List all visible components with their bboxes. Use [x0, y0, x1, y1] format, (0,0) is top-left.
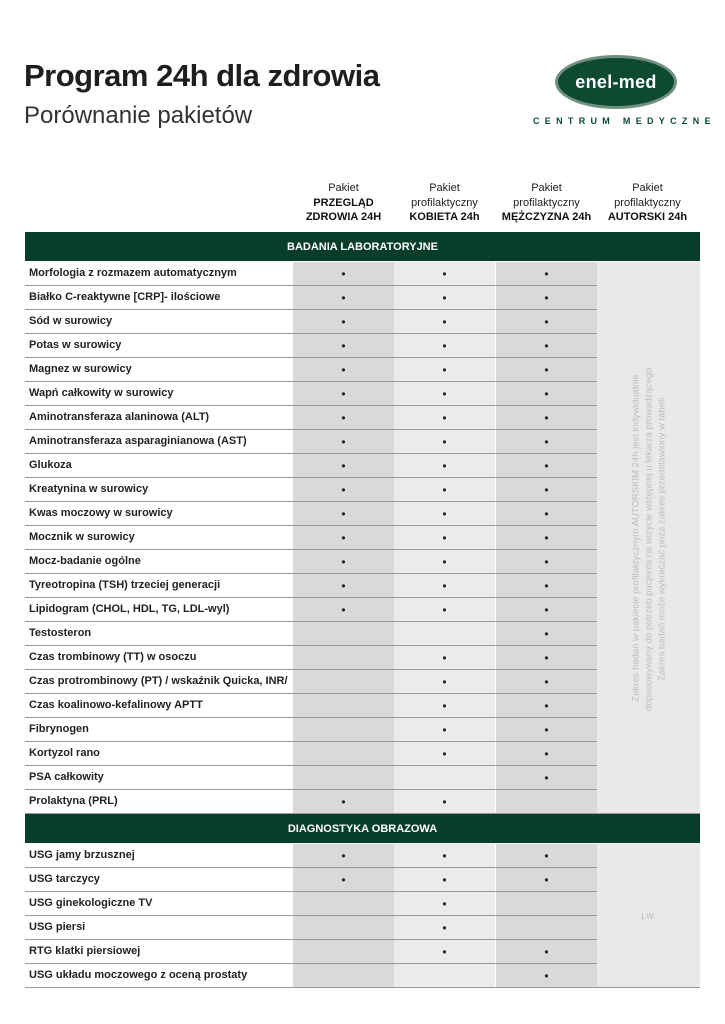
row-label: Aminotransferaza alaninowa (ALT) [29, 411, 210, 423]
empty-cell [293, 964, 394, 987]
column-header-line: KOBIETA 24h [409, 211, 480, 223]
column-header-line: MĘŻCZYZNA 24h [501, 211, 592, 223]
row-label: Mocz-badanie ogólne [29, 555, 141, 567]
included-bullet: • [496, 550, 597, 573]
logo-tagline: CENTRUM MEDYCZNE [533, 116, 716, 126]
row-label: Lipidogram (CHOL, HDL, TG, LDL-wyl) [29, 603, 230, 615]
included-bullet: • [496, 358, 597, 381]
section-header: BADANIA LABORATORYJNE [25, 232, 700, 261]
row-label: USG jamy brzusznej [29, 849, 135, 861]
included-bullet: • [394, 382, 495, 405]
included-bullet: • [496, 382, 597, 405]
enel-med-logo [555, 55, 677, 109]
included-bullet: • [394, 598, 495, 621]
included-bullet: • [293, 454, 394, 477]
row-label: Czas koalinowo-kefalinowy APTT [29, 699, 203, 711]
autorski-column-block [597, 262, 700, 813]
included-bullet: • [293, 502, 394, 525]
empty-cell [394, 622, 495, 645]
included-bullet: • [496, 622, 597, 645]
empty-cell [496, 790, 597, 813]
column-header-line: Pakiet [328, 182, 359, 194]
included-bullet: • [293, 430, 394, 453]
autorski-note: j.w. [641, 910, 656, 921]
row-label: Wapń całkowity w surowicy [29, 387, 174, 399]
row-label: Białko C-reaktywne [CRP]- ilościowe [29, 291, 221, 303]
included-bullet: • [394, 892, 495, 915]
included-bullet: • [394, 670, 495, 693]
empty-cell [293, 694, 394, 717]
empty-cell [293, 646, 394, 669]
included-bullet: • [394, 550, 495, 573]
empty-cell [394, 964, 495, 987]
row-label: Mocznik w surowicy [29, 531, 135, 543]
included-bullet: • [496, 868, 597, 891]
included-bullet: • [293, 526, 394, 549]
row-label: Magnez w surowicy [29, 363, 132, 375]
included-bullet: • [293, 286, 394, 309]
included-bullet: • [293, 310, 394, 333]
included-bullet: • [293, 574, 394, 597]
included-bullet: • [293, 406, 394, 429]
included-bullet: • [394, 310, 495, 333]
included-bullet: • [394, 502, 495, 525]
section-header: DIAGNOSTYKA OBRAZOWA [25, 814, 700, 843]
row-label: Aminotransferaza asparaginianowa (AST) [29, 435, 247, 447]
empty-cell [293, 670, 394, 693]
row-label: Kortyzol rano [29, 747, 100, 759]
row-label: USG ginekologiczne TV [29, 897, 153, 909]
empty-cell [293, 718, 394, 741]
included-bullet: • [394, 940, 495, 963]
included-bullet: • [496, 598, 597, 621]
empty-cell [293, 892, 394, 915]
row-label: RTG klatki piersiowej [29, 945, 141, 957]
column-header-3 [496, 181, 597, 225]
empty-cell [293, 742, 394, 765]
row-label: Czas protrombinowy (PT) / wskaźnik Quicka, INR/ [29, 675, 288, 687]
empty-cell [293, 766, 394, 789]
column-header-line: PRZEGLĄD [313, 196, 374, 209]
included-bullet: • [293, 550, 394, 573]
column-header-4 [597, 181, 698, 225]
row-label: USG piersi [29, 921, 86, 933]
included-bullet: • [394, 430, 495, 453]
row-label: Prolaktyna (PRL) [29, 795, 118, 807]
column-header-line: Pakiet [429, 182, 460, 194]
included-bullet: • [293, 598, 394, 621]
column-header-line: AUTORSKI 24h [607, 211, 688, 223]
included-bullet: • [293, 262, 394, 285]
included-bullet: • [394, 526, 495, 549]
included-bullet: • [394, 742, 495, 765]
included-bullet: • [496, 766, 597, 789]
included-bullet: • [496, 526, 597, 549]
column-header-line: profilaktyczny [614, 196, 681, 209]
empty-cell [496, 892, 597, 915]
column-header-line: Pakiet [531, 182, 562, 194]
empty-cell [293, 622, 394, 645]
included-bullet: • [496, 646, 597, 669]
included-bullet: • [293, 358, 394, 381]
included-bullet: • [496, 478, 597, 501]
row-label: USG tarczycy [29, 873, 100, 885]
page-title: Program 24h dla zdrowia [24, 58, 380, 93]
included-bullet: • [496, 742, 597, 765]
empty-cell [394, 766, 495, 789]
included-bullet: • [293, 382, 394, 405]
included-bullet: • [293, 790, 394, 813]
included-bullet: • [394, 406, 495, 429]
column-header-2 [394, 181, 495, 225]
included-bullet: • [496, 406, 597, 429]
column-header-line: profilaktyczny [513, 196, 580, 209]
included-bullet: • [293, 478, 394, 501]
included-bullet: • [394, 916, 495, 939]
included-bullet: • [496, 310, 597, 333]
included-bullet: • [394, 262, 495, 285]
row-label: Glukoza [29, 459, 72, 471]
column-header-1 [293, 181, 394, 225]
included-bullet: • [394, 286, 495, 309]
page-subtitle: Porównanie pakietów [24, 102, 253, 129]
row-label: Fibrynogen [29, 723, 89, 735]
included-bullet: • [293, 334, 394, 357]
row-label: Czas trombinowy (TT) w osoczu [29, 651, 197, 663]
empty-cell [293, 916, 394, 939]
included-bullet: • [394, 790, 495, 813]
included-bullet: • [394, 358, 495, 381]
included-bullet: • [496, 502, 597, 525]
autorski-column-block [597, 844, 700, 987]
included-bullet: • [496, 718, 597, 741]
row-label: Kreatynina w surowicy [29, 483, 149, 495]
included-bullet: • [496, 940, 597, 963]
autorski-note: Zakres badań w pakiecie profilaktycznym AUTORSKIM 24h jest indywidualnie dopasowywany do potrzeb pacjenta na wizycie wstępnej u lekarza prowadzącego. Zakres badań może wykraczać poza zakres przedstawiony w tabeli. [630, 364, 667, 711]
row-label: Kwas moczowy w surowicy [29, 507, 173, 519]
logo-text: enel-med [575, 71, 657, 92]
included-bullet: • [394, 454, 495, 477]
included-bullet: • [394, 646, 495, 669]
row-label: USG układu moczowego z oceną prostaty [29, 969, 248, 981]
empty-cell [496, 916, 597, 939]
included-bullet: • [293, 868, 394, 891]
row-label: Testosteron [29, 627, 92, 639]
included-bullet: • [394, 718, 495, 741]
column-header-line: ZDROWIA 24H [305, 211, 382, 223]
included-bullet: • [496, 286, 597, 309]
empty-cell [293, 940, 394, 963]
included-bullet: • [394, 334, 495, 357]
row-label: Morfologia z rozmazem automatycznym [29, 267, 237, 279]
row-label: Potas w surowicy [29, 339, 122, 351]
row-label: PSA całkowity [29, 771, 104, 783]
included-bullet: • [394, 868, 495, 891]
row-label: Tyreotropina (TSH) trzeciej generacji [29, 579, 221, 591]
included-bullet: • [496, 844, 597, 867]
included-bullet: • [496, 262, 597, 285]
included-bullet: • [496, 694, 597, 717]
included-bullet: • [496, 964, 597, 987]
included-bullet: • [496, 574, 597, 597]
included-bullet: • [496, 334, 597, 357]
included-bullet: • [394, 844, 495, 867]
included-bullet: • [394, 478, 495, 501]
included-bullet: • [394, 694, 495, 717]
included-bullet: • [293, 844, 394, 867]
included-bullet: • [496, 454, 597, 477]
column-header-line: Pakiet [632, 182, 663, 194]
included-bullet: • [496, 430, 597, 453]
column-header-line: profilaktyczny [411, 196, 478, 209]
included-bullet: • [394, 574, 495, 597]
included-bullet: • [496, 670, 597, 693]
row-label: Sód w surowicy [29, 315, 113, 327]
